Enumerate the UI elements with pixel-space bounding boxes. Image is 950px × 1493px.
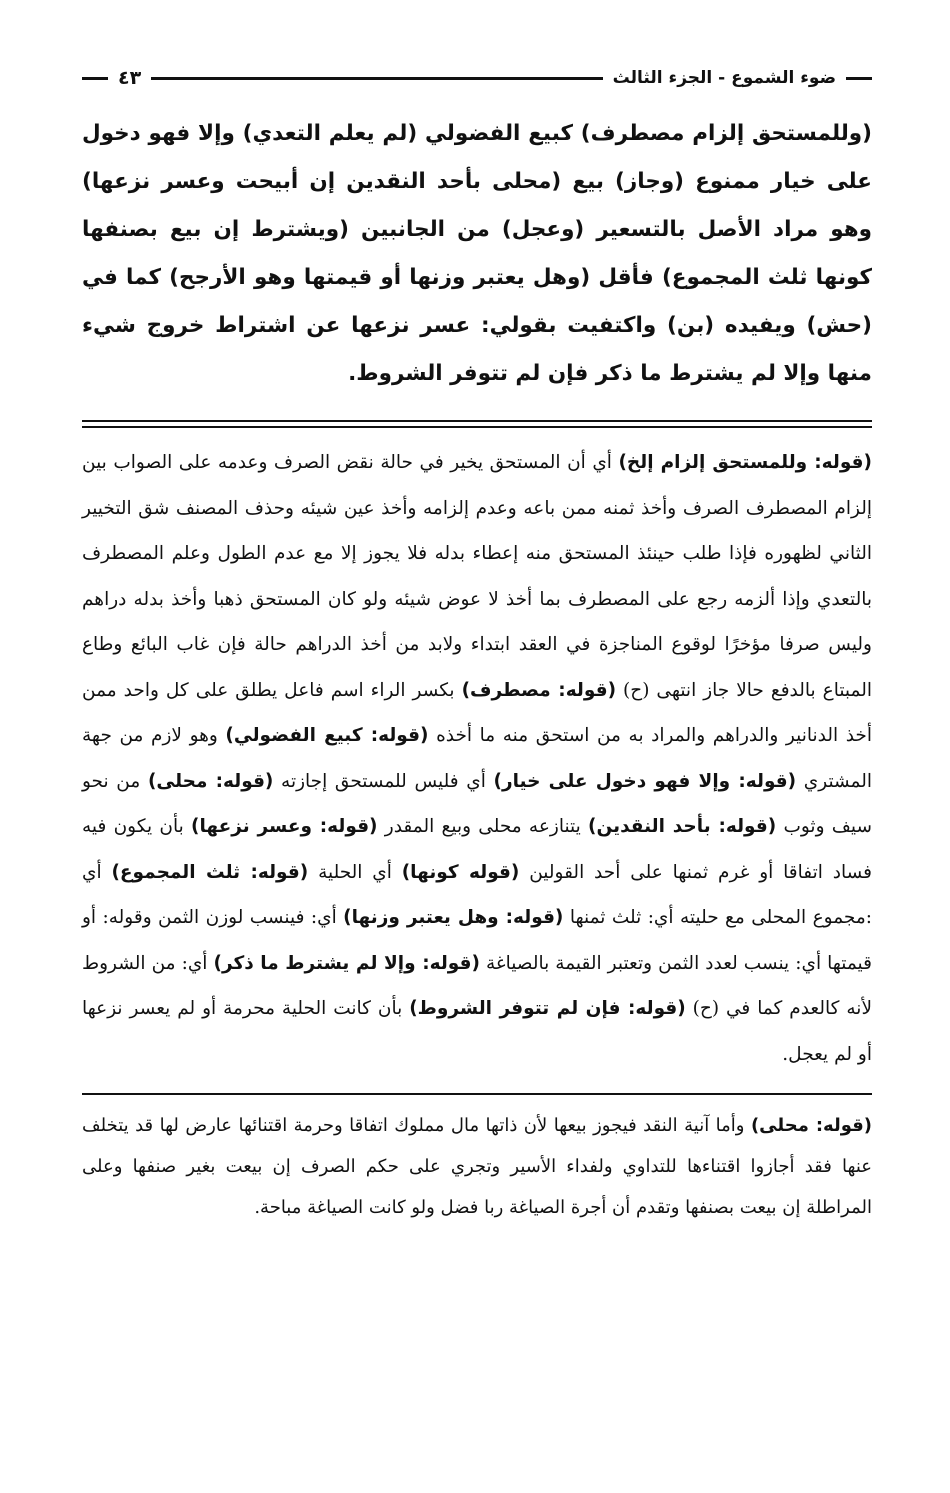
- page-number: ٤٣: [118, 67, 142, 89]
- commentary-text: أي :مجموع المحلى مع حليته أي: ثلث ثمنها: [82, 861, 872, 928]
- commentary: [82, 440, 872, 1077]
- commentary-term: (قوله: مصطرف): [461, 679, 617, 701]
- main-text: (وللمستحق إلزام مصطرف) كبيع الفضولي (لم يعلم التعدي) وإلا فهو دخول على خيار ممنوع (وجاز) بيع (محلى بأحد النقدين إن أبيحت وعسر نزعها) وهو مراد الأصل بالتسعير (وعجل) من الجانبين (ويشترط إن بيع بصنفها كونها ثلث المجموع) فأقل (وهل يعتبر وزنها أو قيمتها وهو الأرجح) كما في (حش) ويفيده (بن) واكتفيت بقولي: عسر نزعها عن اشتراط خروج شيء منها وإلا لم يشترط ما ذكر فإن لم تتوفر الشروط.: [82, 121, 872, 386]
- commentary-text: أي: فينسب لوزن الثمن وقوله: أو قيمتها أي: ينسب لعدد الثمن وتعتبر القيمة بالصياغة: [82, 907, 872, 974]
- footnote-divider: [82, 1093, 872, 1095]
- commentary-term: (قوله: وهل يعتبر وزنها): [343, 907, 564, 928]
- commentary-term: (قوله: فإن لم تتوفر الشروط): [409, 998, 686, 1019]
- header-rule: [151, 77, 602, 80]
- commentary-text: أي: من الشروط لأنه كالعدم كما في (ح): [82, 952, 872, 1019]
- footnote-term: (قوله: محلى): [750, 1115, 873, 1136]
- commentary-term: (قوله: وإلا لم يشترط ما ذكر): [213, 952, 480, 974]
- header-title: ضوء الشموع - الجزء الثالث: [612, 68, 836, 88]
- commentary-text: بكسر الراء اسم فاعل يطلق على كل واحد ممن أخذ الدنانير والدراهم والمراد به من استحق منه ما أخذه: [82, 679, 872, 746]
- commentary-text: أي فليس للمستحق إجازته: [273, 770, 494, 792]
- commentary-term: (قوله: وللمستحق إلزام إلخ): [618, 452, 872, 473]
- commentary-text: بأن كانت الحلية محرمة أو لم يعسر نزعها أو لم يعجل.: [82, 998, 872, 1065]
- commentary-term: (قوله: كبيع الفضولي): [225, 725, 429, 746]
- commentary-term: (قوله: محلى): [147, 770, 274, 792]
- commentary-term: (قوله: وإلا فهو دخول على خيار): [493, 770, 797, 792]
- commentary-text: وهو لازم من جهة المشتري: [82, 725, 872, 792]
- commentary-term: (قوله: بأحد النقدين): [588, 816, 777, 837]
- commentary-text: أي الحلية: [308, 861, 402, 883]
- commentary-term: (قوله كونها): [401, 861, 520, 883]
- commentary-text: من نحو سيف وثوب: [82, 770, 872, 837]
- header-dash: [82, 77, 108, 80]
- footnote: [82, 1105, 872, 1228]
- commentary-text: بأن يكون فيه فساد اتفاقا أو غرم ثمنها على أحد القولين: [82, 816, 872, 883]
- double-divider: [82, 420, 872, 428]
- header-dash: [846, 77, 872, 80]
- commentary-text: أي أن المستحق يخير في حالة نقض الصرف وعدمه على الصواب بين إلزام المصطرف الصرف وأخذ ثمنه ممن باعه وعدم إلزامه وأخذ عين شيئه وحذف المصنف شق التخيير الثاني لظهوره فإذا طلب حينئذ المستحق منه إعطاء بدله فلا يجوز إلا مع عدم الطول وعلم المصطرف بالتعدي وإذا ألزمه رجع على المصطرف بما أخذ لا عوض شيئه ولو كان المستحق ذهبا وأخذ بدله دراهم وليس صرفا مؤخرًا لوقوع المناجزة في العقد ابتداء ولابد من أخذ الدراهم حالة فإن غاب البائع وطاع المبتاع بالدفع حالا جاز انتهى (ح): [82, 452, 872, 701]
- footnote-text: وأما آنية النقد فيجوز بيعها لأن ذاتها مال مملوك اتفاقا وحرمة اقتنائها عارض لها قد يتخلف عنها فقد أجازوا اقتناءها للتداوي ولفداء الأسير وتجري على حكم الصرف إن بيعت بغير صنفها وعلى المراطلة إن بيعت بصنفها وتقدم أن أجرة الصياغة ربا فضل ولو كانت الصياغة مباحة.: [82, 1115, 872, 1218]
- book-page: [82, 60, 872, 1228]
- commentary-term: (قوله: وعسر نزعها): [190, 816, 378, 837]
- commentary-text: يتنازعه محلى وبيع المقدر: [377, 816, 589, 837]
- running-header: [82, 60, 872, 96]
- commentary-term: (قوله: ثلث المجموع): [111, 861, 309, 883]
